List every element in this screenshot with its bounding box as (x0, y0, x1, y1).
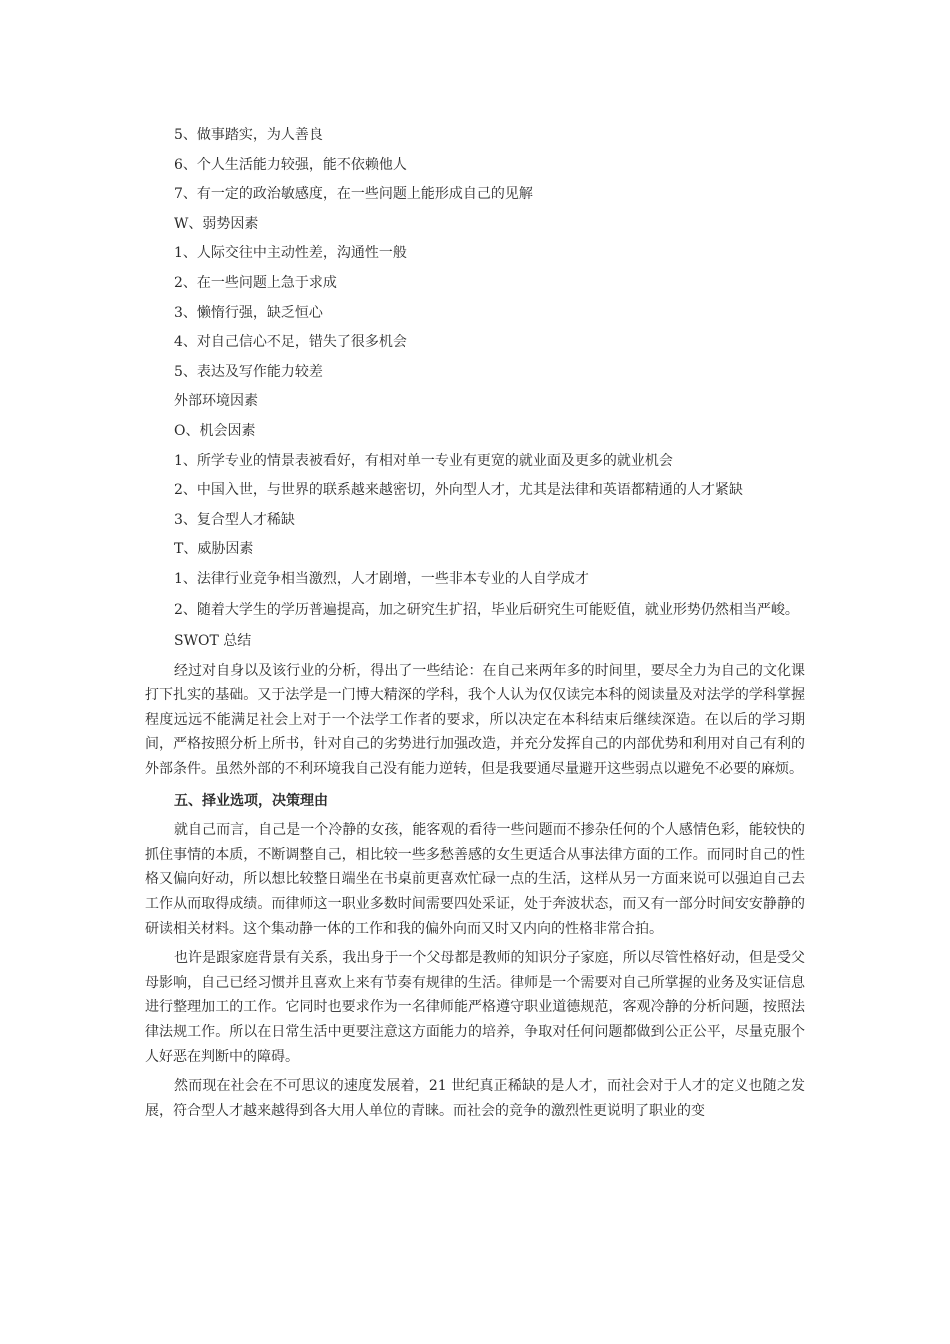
strength-item-5: 5、做事踏实，为人善良 (174, 127, 323, 143)
career-choice-paragraph-1: 就自己而言，自己是一个冷静的女孩，能客观的看待一些问题而不掺杂任何的个人感情色彩，能较快的抓住事情的本质，不断调整自己，相比较一些多愁善感的女生更适合从事法律方面的工作。而同时自己的性格又偏向好动，所以想比较整日端坐在书桌前更喜欢忙碌一点的生活，这样从另一方面来说可以强迫自己去工作从而取得成绩。而律师这一职业多数时间需要四处采证，处于奔波状态，而又有一部分时间安安静静的研读相关材料。这个集动静一体的工作和我的偏外向而又时又内向的性格非常合拍。 (145, 822, 805, 937)
weakness-item-2: 2、在一些问题上急于求成 (174, 274, 337, 291)
opportunity-item-3: 3、复合型人才稀缺 (174, 511, 295, 528)
weakness-heading: W、弱势因素 (174, 215, 259, 232)
career-choice-paragraph-3: 然而现在社会在不可思议的速度发展着，21 世纪真正稀缺的是人才，而社会对于人才的定义也随之发展，符合型人才越来越得到各大用人单位的青睐。而社会的竞争的激烈性更说明了职业的变 (145, 1078, 805, 1119)
threat-heading: T、威胁因素 (174, 541, 254, 558)
document-page (145, 121, 805, 1128)
threat-item-1: 1、法律行业竞争相当激烈，人才剧增，一些非本专业的人自学成才 (174, 570, 589, 587)
external-factors-heading: 外部环境因素 (174, 393, 258, 410)
threat-item-2: 2、随着大学生的学历普遍提高，加之研究生扩招，毕业后研究生可能贬值，就业形势仍然相当严峻。 (174, 601, 799, 618)
career-choice-paragraph-2: 也许是跟家庭背景有关系，我出身于一个父母都是教师的知识分子家庭，所以尽管性格好动，但是受父母影响，自己已经习惯并且喜欢上来有节奏有规律的生活。律师是一个需要对自己所掌握的业务及实证信息进行整理加工的工作。它同时也要求作为一名律师能严格遵守职业道德规范，客观冷静的分析问题，按照法律法规工作。所以在日常生活中更要注意这方面能力的培养，争取对任何问题都做到公正公平，尽量克服个人好恶在判断中的障碍。 (145, 950, 805, 1065)
swot-summary-paragraph: 经过对自身以及该行业的分析，得出了一些结论：在自己来两年多的时间里，要尽全力为自己的文化课打下扎实的基础。又于法学是一门博大精深的学科，我个人认为仅仅读完本科的阅读量及对法学的学科掌握程度远远不能满足社会上对于一个法学工作者的要求，所以决定在本科结束后继续深造。在以后的学习期间，严格按照分析上所书，针对自己的劣势进行加强改造，并充分发挥自己的内部优势和利用对自己有利的外部条件。虽然外部的不利环境我自己没有能力逆转，但是我要通尽量避开这些弱点以避免不必要的麻烦。 (145, 662, 805, 778)
opportunity-item-1: 1、所学专业的情景表被看好，有相对单一专业有更宽的就业面及更多的就业机会 (174, 452, 673, 469)
strength-item-7: 7、有一定的政治敏感度，在一些问题上能形成自己的见解 (174, 186, 533, 203)
weakness-item-3: 3、懒惰行强，缺乏恒心 (174, 304, 323, 321)
weakness-item-1: 1、人际交往中主动性差，沟通性一般 (174, 245, 407, 262)
strength-item-6: 6、个人生活能力较强，能不依赖他人 (174, 156, 407, 173)
opportunity-heading: O、机会因素 (174, 422, 256, 439)
weakness-item-5: 5、表达及写作能力较差 (174, 363, 323, 380)
section-5-heading: 五、择业选项，决策理由 (174, 792, 328, 809)
opportunity-item-2: 2、中国入世，与世界的联系越来越密切，外向型人才，尤其是法律和英语都精通的人才紧缺 (174, 482, 743, 499)
weakness-item-4: 4、对自己信心不足，错失了很多机会 (174, 334, 407, 351)
swot-summary-title: SWOT 总结 (174, 633, 252, 650)
